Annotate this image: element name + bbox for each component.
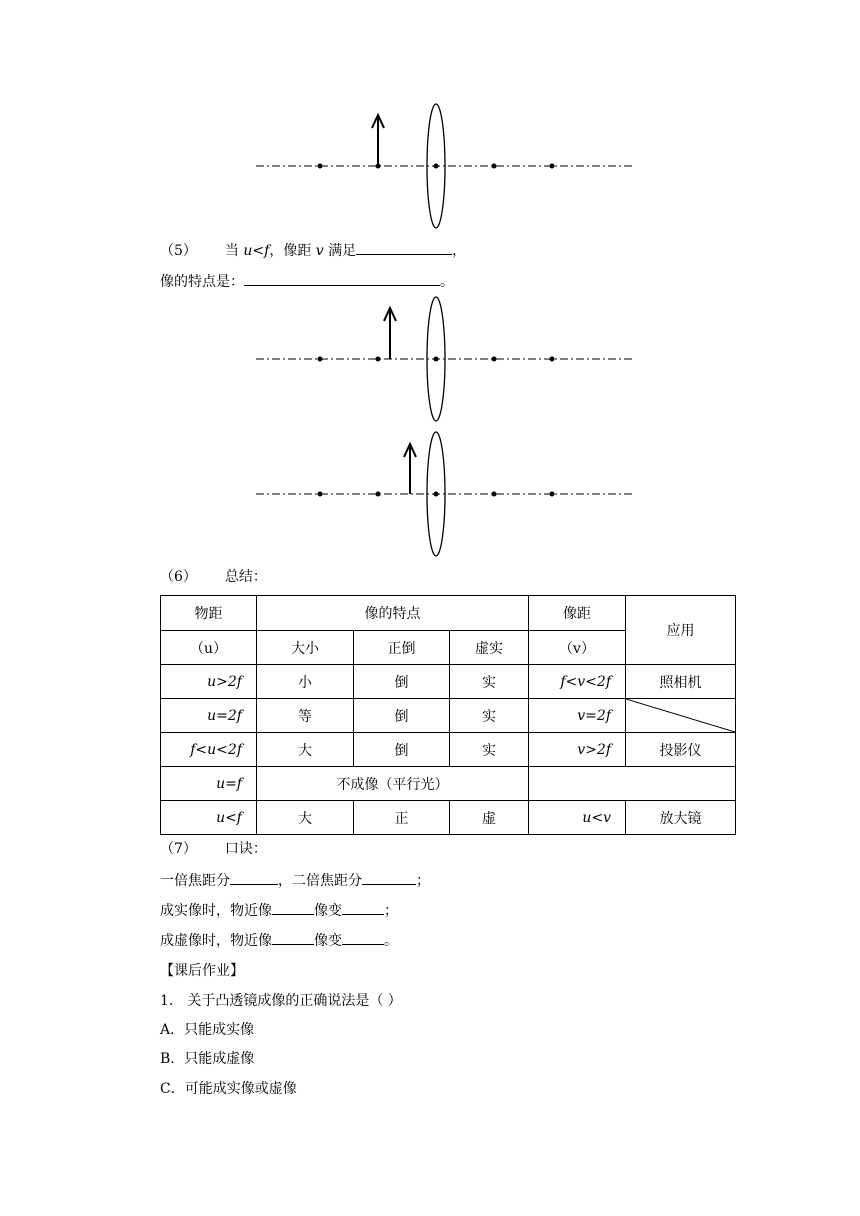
mnemonic-text: ； (384, 903, 398, 919)
item-6-line (160, 568, 267, 586)
item-5-feature-line (160, 271, 454, 291)
question-number: 1. (160, 993, 174, 1009)
cell-u: u=2f (161, 699, 257, 733)
cell-type: 实 (450, 699, 529, 733)
cell-size: 等 (257, 699, 354, 733)
mnemonic-line-1 (160, 870, 430, 890)
item-5-line (160, 240, 466, 260)
answer-blank[interactable] (272, 900, 314, 915)
item-6-number: （6） (160, 569, 197, 585)
cell-u: u>2f (161, 665, 257, 699)
cell-orientation: 倒 (354, 733, 450, 767)
cell-v: v=2f (529, 699, 626, 733)
question-1 (160, 992, 402, 1010)
focal-point (492, 492, 497, 497)
answer-blank[interactable] (342, 930, 384, 945)
item-5-text-mid: ，像距 (269, 243, 316, 259)
focal-point (318, 164, 323, 169)
cell-size: 大 (257, 733, 354, 767)
cell-u: u<f (161, 801, 257, 835)
table-row (161, 801, 736, 835)
cell-v: f<v<2f (529, 665, 626, 699)
focal-point (318, 492, 323, 497)
header-orientation: 正倒 (354, 631, 450, 665)
focal-point (376, 357, 381, 362)
item-5-feature-label: 像的特点是： (160, 274, 244, 290)
cell-orientation: 倒 (354, 699, 450, 733)
item-7-label: 口诀： (224, 841, 267, 857)
cell-orientation: 倒 (354, 665, 450, 699)
lens-diagram-3 (0, 430, 860, 560)
answer-blank[interactable] (356, 240, 452, 255)
focal-point (550, 357, 555, 362)
cell-merged-no-image: 不成像（平行光） (257, 767, 529, 801)
focal-point (434, 357, 439, 362)
item-5-op: < (252, 243, 265, 259)
focal-point (492, 164, 497, 169)
focal-point (318, 357, 323, 362)
answer-blank[interactable] (244, 271, 440, 286)
answer-blank[interactable] (230, 870, 278, 885)
focal-point (550, 492, 555, 497)
cell-application: 放大镜 (626, 801, 736, 835)
lens-diagram-2 (0, 295, 860, 425)
item-5-comma: ， (452, 243, 467, 259)
cell-application: 照相机 (626, 665, 736, 699)
item-6-label: 总结： (224, 569, 267, 585)
focal-point (492, 357, 497, 362)
cell-application: 投影仪 (626, 733, 736, 767)
cell-u: u=f (161, 767, 257, 801)
object-arrow (404, 444, 416, 494)
header-application: 应用 (626, 596, 736, 665)
summary-table (160, 595, 736, 835)
cell-type: 实 (450, 733, 529, 767)
cell-size: 大 (257, 801, 354, 835)
focal-point (434, 492, 439, 497)
mnemonic-text: 。 (384, 933, 398, 949)
table-row (161, 767, 736, 801)
mnemonic-text: ； (416, 873, 430, 889)
mnemonic-text: 成虚像时，物近像 (160, 933, 272, 949)
mnemonic-text: 成实像时，物近像 (160, 903, 272, 919)
item-5-text-post: 满足 (323, 243, 357, 259)
answer-blank[interactable] (362, 870, 416, 885)
cell-v: v>2f (529, 733, 626, 767)
item-7-line (160, 840, 267, 858)
option-b[interactable]: B．只能成虚像 (160, 1051, 255, 1067)
table-row (161, 699, 736, 733)
cell-application-empty (626, 699, 736, 733)
mnemonic-text: ，二倍焦距分 (278, 873, 362, 889)
table-row (161, 665, 736, 699)
homework-heading: 【课后作业】 (160, 963, 244, 979)
object-arrow (384, 308, 396, 359)
lens-diagram-1 (0, 100, 860, 230)
header-image-features: 像的特点 (257, 596, 529, 631)
question-text: 关于凸透镜成像的正确说法是（ ） (187, 993, 402, 1009)
item-5-number: （5） (160, 243, 197, 259)
cell-type: 实 (450, 665, 529, 699)
mnemonic-text: 一倍焦距分 (160, 873, 230, 889)
answer-blank[interactable] (342, 900, 384, 915)
header-real-virtual: 虚实 (450, 631, 529, 665)
diagonal-line (626, 699, 735, 732)
header-object-symbol: （u） (161, 631, 257, 665)
focal-point (434, 164, 439, 169)
header-image-distance: 像距 (529, 596, 626, 631)
cell-empty (529, 767, 736, 801)
item-5-u: u (243, 243, 253, 259)
cell-orientation: 正 (354, 801, 450, 835)
item-5-v: v (315, 243, 324, 259)
cell-v: u<v (529, 801, 626, 835)
item-5-period: 。 (440, 274, 454, 290)
answer-blank[interactable] (272, 930, 314, 945)
cell-type: 虚 (450, 801, 529, 835)
mnemonic-text: 像变 (314, 933, 342, 949)
table-row (161, 733, 736, 767)
mnemonic-text: 像变 (314, 903, 342, 919)
focal-point (550, 164, 555, 169)
object-arrow (372, 115, 384, 166)
item-7-number: （7） (160, 841, 197, 857)
header-size: 大小 (257, 631, 354, 665)
item-5-f: f (264, 243, 270, 259)
header-object-distance: 物距 (161, 596, 257, 631)
item-5-text-pre: 当 (224, 243, 244, 259)
option-c[interactable]: C．可能成实像或虚像 (160, 1081, 297, 1097)
cell-u: f<u<2f (161, 733, 257, 767)
focal-point (376, 492, 381, 497)
option-a[interactable]: A．只能成实像 (160, 1022, 255, 1038)
header-image-symbol: （v） (529, 631, 626, 665)
mnemonic-line-3 (160, 930, 398, 950)
mnemonic-line-2 (160, 900, 398, 920)
cell-size: 小 (257, 665, 354, 699)
